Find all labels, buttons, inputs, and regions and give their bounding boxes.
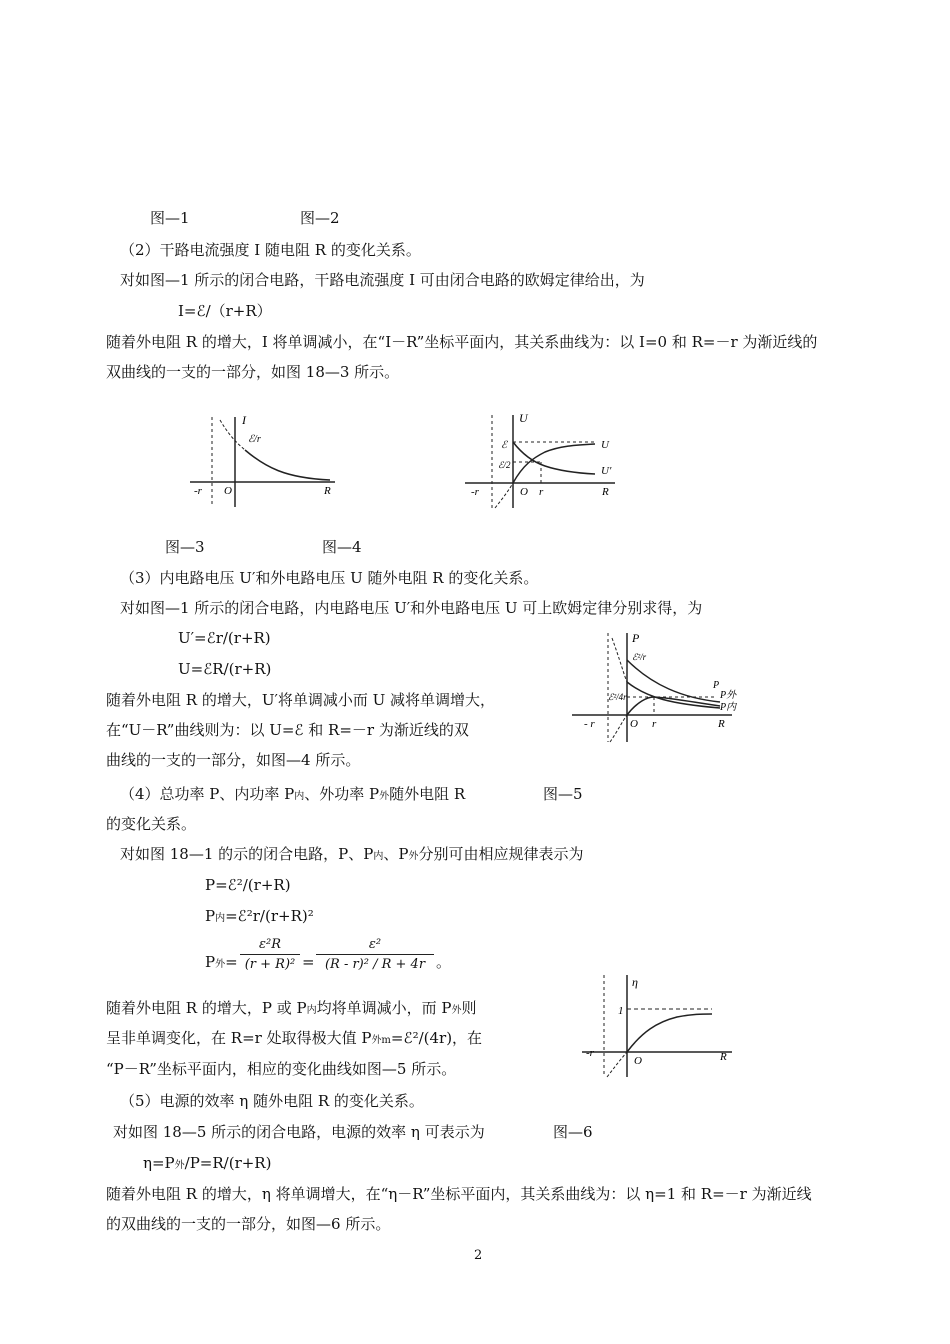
g5-mid: ℰ²/4r (608, 692, 627, 702)
graph-fig6 (582, 972, 742, 1082)
sec5-para2b: 的双曲线的一支的一部分，如图—6 所示。 (106, 1215, 391, 1233)
g4-curve-u-prime: U′ (601, 465, 612, 477)
sec3-para2b: 在“U－R”曲线则为：以 U=ℰ 和 R=－r 为渐近线的双 (106, 721, 469, 739)
sec2-para2a: 随着外电阻 R 的增大，I 将单调减小，在“I－R”坐标平面内，其关系曲线为：以 I=0 和 R=－r 为渐近线的 (106, 333, 818, 351)
g4-e2: ℰ/2 (498, 460, 511, 470)
graph-fig3 (190, 412, 340, 512)
sec4-para3: 呈非单调变化，在 R=r 处取得极大值 P外m=ℰ²/(4r)，在 (106, 1029, 483, 1047)
sec3-para2c: 曲线的一支的一部分，如图—4 所示。 (106, 751, 361, 769)
g3-curve-label: ℰ/r (248, 434, 261, 445)
caption-fig5: 图—5 (543, 785, 583, 803)
g5-ylabel: P (632, 631, 640, 645)
sec5-title: （5）电源的效率 η 随外电阻 R 的变化关系。 (120, 1092, 424, 1110)
g4-curve-u: U (601, 439, 609, 451)
sec4-para4: “P－R”坐标平面内，相应的变化曲线如图—5 所示。 (106, 1060, 457, 1078)
g6-one: 1 (618, 1005, 624, 1017)
g5-curve-pout: P外 (720, 690, 737, 701)
g5-curve-pin: P内 (720, 702, 737, 713)
g3-xlabel: R (324, 485, 331, 497)
g5-origin: O (630, 718, 638, 730)
formula3-end: 。 (436, 953, 452, 971)
caption-fig2: 图—2 (300, 209, 340, 227)
formula3-frac2: $\frac{\text{ε²}}{\text{(R - r)² / R + 4r}}$ (316, 936, 434, 975)
g5-top: ℰ²/r (632, 652, 647, 662)
sec4-para2: 随着外电阻 R 的增大，P 或 P内均将单调减小，而 P外则 (106, 999, 477, 1017)
g6-origin: O (634, 1055, 642, 1067)
g4-e: ℰ (501, 440, 508, 451)
sec3-para2a: 随着外电阻 R 的增大，U′将单调减小而 U 减将单调增大， (106, 691, 496, 709)
sec5-formula: η=P外/P=R/(r+R) (143, 1154, 272, 1172)
sec4-title: （4）总功率 P、内功率 P内、外功率 P外随外电阻 R (120, 785, 466, 803)
sec3-title: （3）内电路电压 U′和外电路电压 U 随外电阻 R 的变化关系。 (120, 569, 539, 587)
caption-fig3: 图—3 (165, 538, 205, 556)
formula3-eq2: = (302, 953, 315, 971)
g5-xlabel: R (718, 718, 725, 730)
sec4-formula1: P=ℰ²/(r+R) (205, 876, 291, 894)
g4-origin: O (520, 486, 528, 498)
g4-neg-r: -r (471, 486, 479, 498)
formula3-frac1: $\frac{\text{ε²R}}{\text{(r + R)²}}$ (240, 936, 300, 975)
sec3-formula2: U=ℰR/(r+R) (178, 660, 272, 678)
sec4-formula3-lhs: P外= (205, 953, 238, 971)
g6-xlabel: R (720, 1051, 727, 1063)
caption-fig4: 图—4 (322, 538, 362, 556)
page-number: 2 (474, 1248, 483, 1263)
sec2-formula: I=ℰ/（r+R） (178, 302, 272, 320)
g3-ylabel: I (242, 413, 246, 427)
g6-ylabel: η (632, 975, 638, 989)
g4-r: r (539, 486, 544, 498)
g5-curve-p: P (713, 680, 720, 691)
sec5-para2a: 随着外电阻 R 的增大，η 将单调增大，在“η－R”坐标平面内，其关系曲线为：以 η=1 和 R=－r 为渐近线 (106, 1185, 812, 1203)
g3-origin: O (224, 485, 232, 497)
sec5-para1: 对如图 18—5 所示的闭合电路，电源的效率 η 可表示为 (113, 1123, 485, 1141)
sec4-para1: 对如图 18—1 的示的闭合电路，P、P内、P外分别可由相应规律表示为 (120, 845, 584, 863)
g4-ylabel: U (519, 411, 528, 425)
g5-r: r (652, 718, 657, 730)
sec3-para1: 对如图—1 所示的闭合电路，内电路电压 U′和外电路电压 U 可上欧姆定律分别求得，为 (120, 599, 703, 617)
g3-neg-r: -r (194, 485, 202, 497)
g4-xlabel: R (602, 486, 609, 498)
caption-fig6: 图—6 (553, 1123, 593, 1141)
g6-neg-r: -r (586, 1047, 594, 1059)
sec2-para1: 对如图—1 所示的闭合电路，干路电流强度 I 可由闭合电路的欧姆定律给出，为 (120, 271, 645, 289)
sec4-title2: 的变化关系。 (106, 815, 197, 833)
sec3-formula1: U′=ℰr/(r+R) (178, 629, 271, 647)
graph-fig4 (465, 410, 625, 510)
caption-fig1: 图—1 (150, 209, 190, 227)
sec2-para2b: 双曲线的一支的一部分，如图 18—3 所示。 (106, 363, 400, 381)
graph-fig5 (572, 630, 742, 745)
g5-neg-r: - r (584, 718, 595, 730)
sec4-formula2: P内=ℰ²r/(r+R)² (205, 907, 314, 925)
sec2-title: （2）干路电流强度 I 随电阻 R 的变化关系。 (120, 241, 421, 259)
